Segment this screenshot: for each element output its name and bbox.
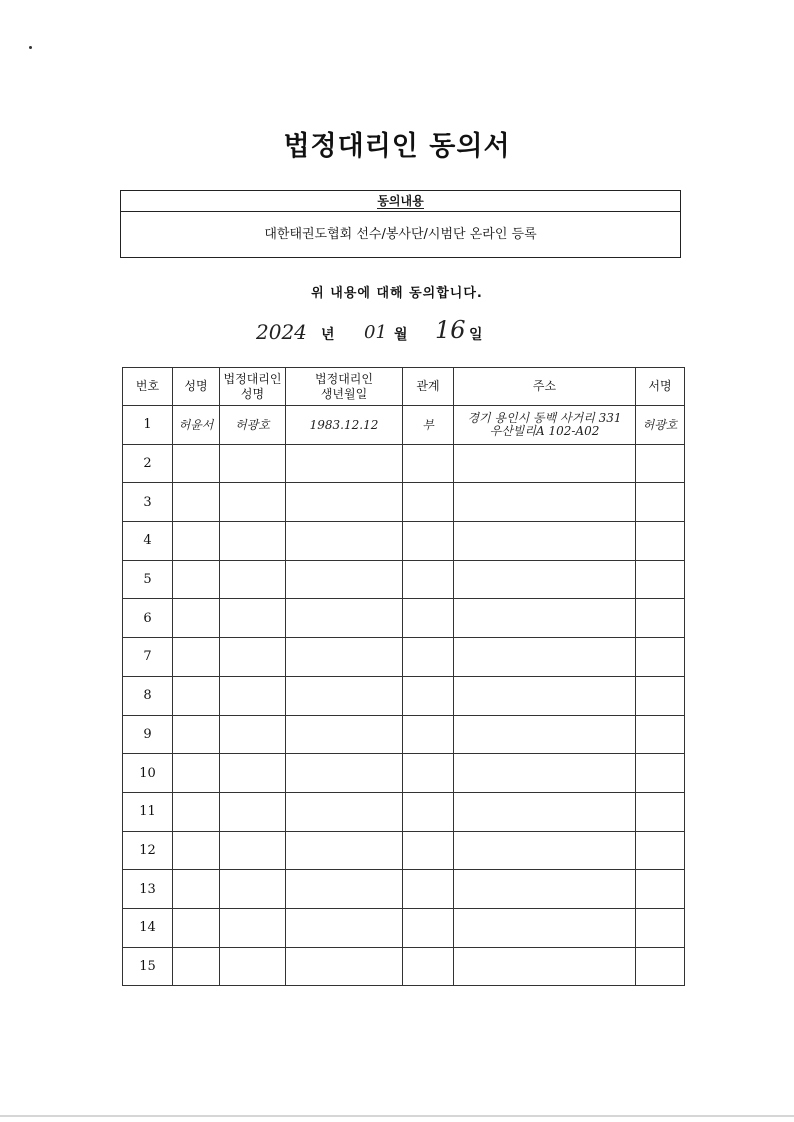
- cell-name: [173, 444, 220, 483]
- date-year-label: 년: [321, 327, 335, 343]
- table-row: [123, 792, 685, 831]
- cell-guardian-birth: [286, 599, 403, 638]
- cell-address: [454, 444, 636, 483]
- cell-address: [454, 676, 636, 715]
- cell-no: 7: [123, 638, 173, 677]
- cell-address-line2: 우산빌리A 102-A02: [489, 423, 600, 438]
- cell-guardian-name: [220, 560, 286, 599]
- cell-guardian-name: [220, 792, 286, 831]
- header-guardian-birth-line2: 생년월일: [320, 386, 368, 401]
- cell-signature: [636, 599, 685, 638]
- cell-relation: [403, 599, 454, 638]
- table-row: [123, 947, 685, 986]
- cell-address: [454, 870, 636, 909]
- header-no: 번호: [123, 368, 173, 406]
- date-row: [0, 318, 794, 348]
- table-row: [123, 676, 685, 715]
- cell-guardian-birth: [286, 908, 403, 947]
- page-title: 법정대리인 동의서: [283, 131, 511, 162]
- cell-guardian-birth: [286, 676, 403, 715]
- header-name: 성명: [173, 368, 220, 406]
- cell-relation: [403, 947, 454, 986]
- table-row: [123, 483, 685, 522]
- cell-guardian-birth: [286, 831, 403, 870]
- cell-guardian-birth: [286, 792, 403, 831]
- cell-signature: [636, 792, 685, 831]
- cell-no: 12: [123, 831, 173, 870]
- cell-guardian-name: [220, 599, 286, 638]
- cell-no: 5: [123, 560, 173, 599]
- cell-guardian-name: [220, 444, 286, 483]
- header-guardian-birth-line1: 법정대리인: [315, 371, 373, 386]
- cell-relation: [403, 715, 454, 754]
- header-signature: 서명: [636, 368, 685, 406]
- cell-name: [173, 908, 220, 947]
- cell-guardian-name: [220, 483, 286, 522]
- cell-no: 2: [123, 444, 173, 483]
- cell-guardian-birth: [286, 947, 403, 986]
- cell-no: 4: [123, 522, 173, 561]
- date-year: 2024: [256, 320, 307, 344]
- cell-guardian-birth: [286, 560, 403, 599]
- table-row: [123, 908, 685, 947]
- cell-name: [173, 638, 220, 677]
- cell-guardian-name: [220, 715, 286, 754]
- cell-guardian-birth: [286, 522, 403, 561]
- cell-signature: [636, 754, 685, 793]
- cell-name: [173, 676, 220, 715]
- table-row: [123, 560, 685, 599]
- cell-relation: [403, 522, 454, 561]
- cell-guardian-name: [220, 522, 286, 561]
- cell-relation: [403, 638, 454, 677]
- consent-header-label: 동의내용: [377, 194, 424, 208]
- cell-no: 14: [123, 908, 173, 947]
- cell-address: [454, 560, 636, 599]
- cell-no: 6: [123, 599, 173, 638]
- cell-no: 15: [123, 947, 173, 986]
- cell-guardian-birth: [286, 444, 403, 483]
- consent-box: [120, 190, 681, 258]
- cell-relation: [403, 754, 454, 793]
- cell-name: [173, 715, 220, 754]
- consent-content: 대한태권도협회 선수/봉사단/시범단 온라인 등록: [264, 227, 537, 242]
- header-guardian-name-line1: 법정대리인: [223, 371, 282, 386]
- table-row: [123, 870, 685, 909]
- cell-name: [173, 483, 220, 522]
- cell-address: [454, 754, 636, 793]
- cell-signature: [636, 676, 685, 715]
- scan-edge-line: [0, 1115, 794, 1117]
- cell-name: [173, 522, 220, 561]
- header-relation: 관계: [403, 368, 454, 406]
- table-row: [123, 754, 685, 793]
- table-row: [123, 638, 685, 677]
- cell-guardian-name: [220, 870, 286, 909]
- cell-guardian-name: [220, 638, 286, 677]
- date-month-label: 월: [394, 327, 408, 343]
- cell-guardian-name: [220, 831, 286, 870]
- header-guardian-birth: [286, 368, 403, 406]
- date-month: 01: [364, 322, 387, 343]
- cell-relation: 부: [403, 406, 454, 445]
- table-row: [123, 715, 685, 754]
- cell-guardian-birth: [286, 715, 403, 754]
- cell-address: [454, 638, 636, 677]
- table-row: [123, 444, 685, 483]
- date-day-label: 일: [469, 327, 483, 343]
- cell-guardian-birth: [286, 483, 403, 522]
- cell-address: [454, 522, 636, 561]
- cell-address: [454, 831, 636, 870]
- table-row: [123, 406, 685, 445]
- cell-name: [173, 754, 220, 793]
- table-row: [123, 831, 685, 870]
- cell-name: [173, 947, 220, 986]
- cell-signature: [636, 715, 685, 754]
- guardian-table: [122, 367, 685, 986]
- cell-relation: [403, 676, 454, 715]
- cell-signature: [636, 908, 685, 947]
- cell-guardian-birth: [286, 754, 403, 793]
- cell-guardian-name: [220, 908, 286, 947]
- cell-guardian-name: [220, 754, 286, 793]
- cell-no: 8: [123, 676, 173, 715]
- cell-signature: [636, 638, 685, 677]
- cell-no: 11: [123, 792, 173, 831]
- cell-no: 1: [123, 406, 173, 445]
- consent-header: [121, 191, 680, 212]
- cell-signature: [636, 947, 685, 986]
- cell-address: [454, 792, 636, 831]
- table-row: [123, 599, 685, 638]
- cell-guardian-birth: [286, 870, 403, 909]
- cell-relation: [403, 792, 454, 831]
- header-guardian-name: [220, 368, 286, 406]
- cell-signature: [636, 870, 685, 909]
- cell-signature: [636, 560, 685, 599]
- cell-address: [454, 947, 636, 986]
- scan-speck: [29, 46, 32, 49]
- table-row: [123, 522, 685, 561]
- cell-signature: [636, 483, 685, 522]
- cell-name: [173, 831, 220, 870]
- cell-name: [173, 599, 220, 638]
- cell-relation: [403, 560, 454, 599]
- cell-name: [173, 870, 220, 909]
- header-address: 주소: [454, 368, 636, 406]
- cell-no: 13: [123, 870, 173, 909]
- table-header-row: [123, 368, 685, 406]
- cell-address: [454, 406, 636, 445]
- cell-guardian-birth: [286, 638, 403, 677]
- cell-address: [454, 599, 636, 638]
- cell-address-line1: 경기 용인시 동백 사거리 331: [467, 410, 622, 425]
- cell-relation: [403, 831, 454, 870]
- cell-no: 3: [123, 483, 173, 522]
- cell-signature: [636, 831, 685, 870]
- cell-relation: [403, 908, 454, 947]
- cell-no: 9: [123, 715, 173, 754]
- cell-name: [173, 792, 220, 831]
- agree-statement: 위 내용에 대해 동의합니다.: [311, 286, 483, 301]
- cell-guardian-name: [220, 947, 286, 986]
- cell-relation: [403, 444, 454, 483]
- cell-address: [454, 908, 636, 947]
- cell-guardian-name: [220, 676, 286, 715]
- header-guardian-name-line2: 성명: [240, 386, 265, 401]
- cell-guardian-birth: 1983.12.12: [286, 406, 403, 445]
- cell-relation: [403, 870, 454, 909]
- cell-signature: [636, 444, 685, 483]
- cell-name: [173, 560, 220, 599]
- cell-signature: 허광호: [636, 406, 685, 445]
- cell-signature: [636, 522, 685, 561]
- cell-guardian-name: 허광호: [220, 406, 286, 445]
- cell-address: [454, 483, 636, 522]
- date-day: 16: [435, 316, 466, 344]
- cell-name: 허윤서: [173, 406, 220, 445]
- cell-relation: [403, 483, 454, 522]
- cell-address: [454, 715, 636, 754]
- cell-no: 10: [123, 754, 173, 793]
